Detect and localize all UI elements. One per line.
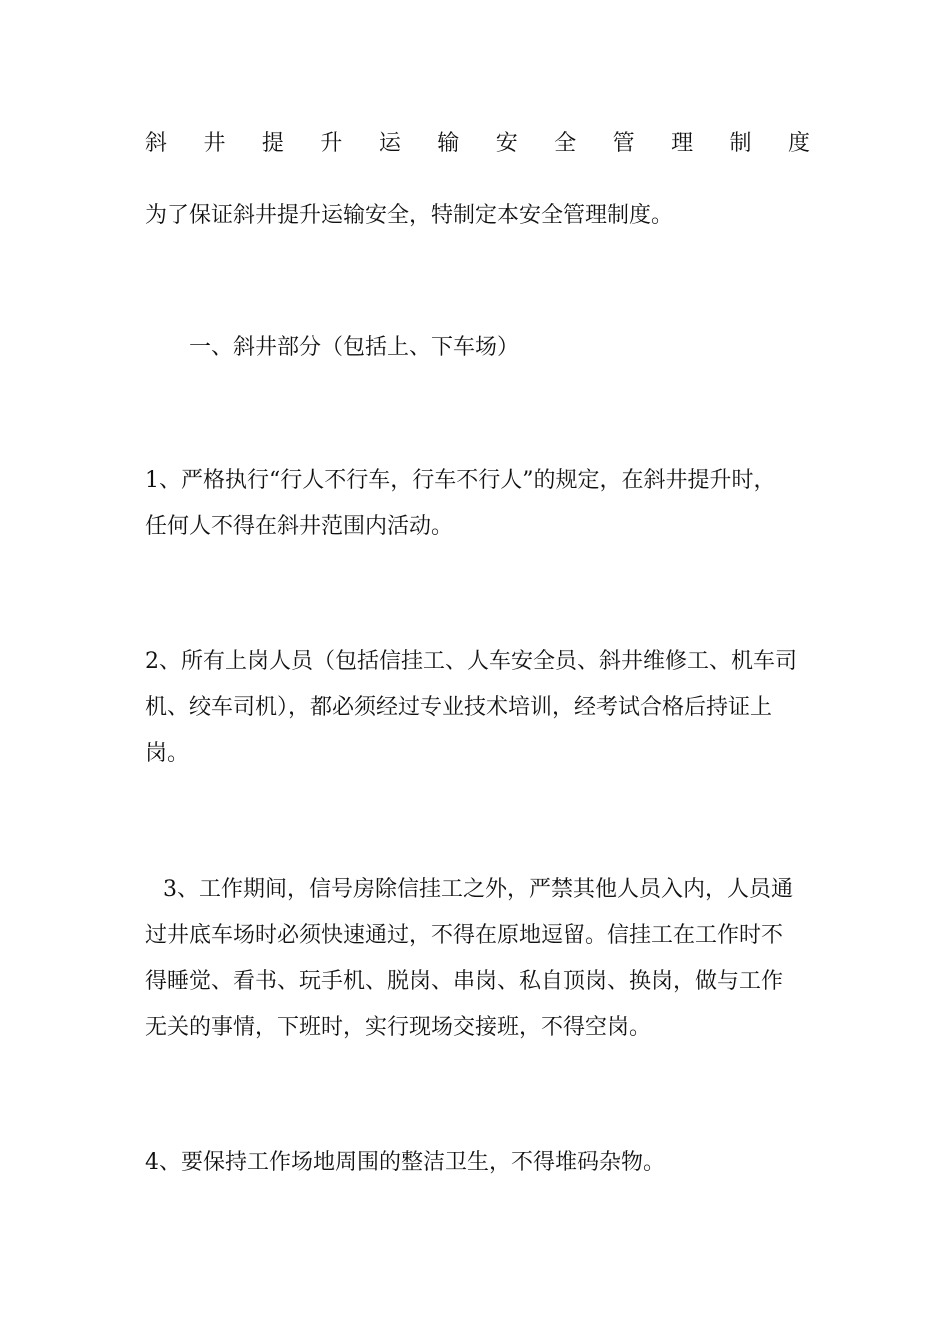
- item-1-line-2: 任何人不得在斜井范围内活动。: [145, 514, 454, 539]
- title-char: 全: [554, 131, 577, 156]
- title-char: 斜: [145, 131, 168, 156]
- item-3-line-4: 无关的事情，下班时，实行现场交接班，不得空岗。: [145, 1015, 652, 1040]
- title-char: 安: [495, 131, 518, 156]
- title-char: 管: [612, 131, 635, 156]
- item-3-line-3: 得睡觉、看书、玩手机、脱岗、串岗、私自顶岗、换岗，做与工作: [145, 969, 784, 994]
- section-heading: 一、斜井部分（包括上、下车场）: [189, 335, 520, 360]
- title-char: 理: [671, 131, 694, 156]
- title-char: 提: [261, 131, 284, 156]
- title-char: 输: [437, 131, 460, 156]
- item-2-line-2: 机、绞车司机），都必须经过专业技术培训，经考试合格后持证上: [145, 695, 773, 720]
- item-4-line-1: 4、要保持工作场地周围的整洁卫生，不得堆码杂物。: [145, 1150, 665, 1175]
- document-title: [145, 124, 810, 164]
- title-char: 运: [378, 131, 401, 156]
- item-3-line-2: 过井底车场时必须快速通过，不得在原地逗留。信挂工在工作时不: [145, 923, 784, 948]
- title-char: 升: [320, 131, 343, 156]
- item-2-line-3: 岗。: [145, 741, 190, 766]
- item-1-line-1: 1、严格执行“行人不行车，行车不行人”的规定，在斜井提升时，: [145, 468, 776, 493]
- intro-paragraph: 为了保证斜井提升运输安全，特制定本安全管理制度。: [145, 203, 674, 228]
- item-3-line-1: 3、工作期间，信号房除信挂工之外，严禁其他人员入内，人员通: [163, 877, 793, 902]
- title-char: 井: [203, 131, 226, 156]
- item-2-line-1: 2、所有上岗人员（包括信挂工、人车安全员、斜井维修工、机车司: [145, 649, 797, 674]
- title-char: 度: [787, 131, 810, 156]
- title-char: 制: [729, 131, 752, 156]
